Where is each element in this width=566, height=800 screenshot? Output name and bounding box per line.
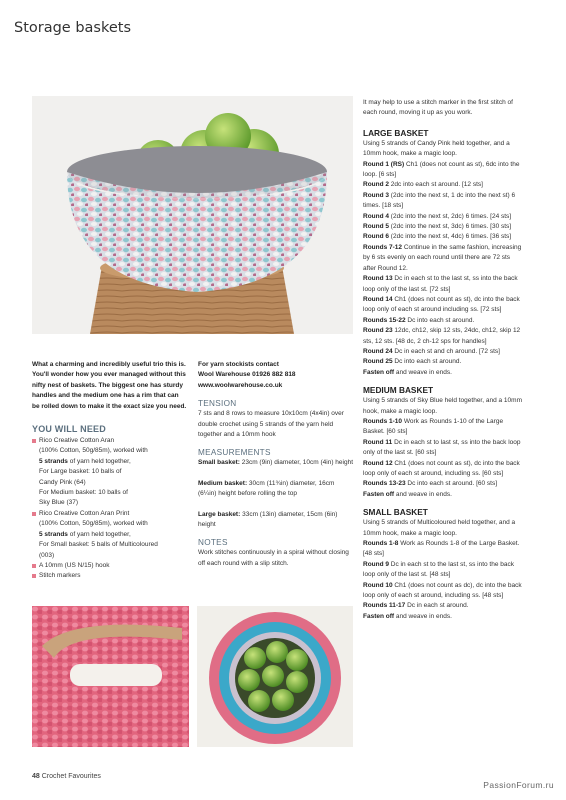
- notes-heading: NOTES: [198, 538, 228, 548]
- small-basket-heading: SMALL BASKET: [363, 507, 428, 518]
- list-item: Stitch markers: [32, 571, 187, 581]
- stockist-info: For yarn stockists contact Wool Warehouse 01926 882 818 www.woolwarehouse.co.uk: [198, 361, 296, 389]
- measurements-heading: MEASUREMENTS: [198, 448, 271, 458]
- bullet-square-icon: [32, 512, 36, 516]
- large-basket-heading: LARGE BASKET: [363, 127, 429, 138]
- measurement-large: Large basket: 33cm (13in) diameter, 15cm (6in) height: [198, 510, 338, 529]
- watermark: PassionForum.ru: [483, 780, 554, 790]
- you-will-need-heading: YOU WILL NEED: [32, 424, 106, 435]
- pattern-column: It may help to use a stitch marker in the first stitch of each round, moving it up as you work. LARGE BASKET Using 5 strands of Candy Pink held together, and a 10mm hook, make a magic loop. Round 1 (RS) Ch1 (does not count as st), 6dc into the loop. [6 sts] Round 2 2dc into each st around. [12 sts] Round 3 (2dc into the next st, 1 dc into the next st) 6 times. [18 sts] Round 4 (2dc into the next st, 2dc) 6 times. [24 sts] Round 5 (2dc into the next st, 3dc) 6 times. [30 sts] Round 6 (2dc into the next st, 4dc) 6 times. [36 sts] Rounds 7-12 Continue in the same fashion, increasing by 6 sts evenly on each round until there are 72 sts after Round 12. Round 13 Dc in each st to the last st, ss into the back loop only of the last st. [72 sts] Round 14 Ch1 (does not count as st), dc into the back loop only of each st around including ss. [72 sts] Rounds 15-22 Dc into each st around. Round 23 12dc, ch12, skip 12 sts, 24dc, ch12, skip 12 sts, 12 sts. [48 dc, 2 ch-12 sps for handles] Round 24 Dc in each st and ch around. [72 sts] Round 25 Dc into each st around. Fasten off and weave in ends. MEDIUM BASKET Using 5 strands of Sky Blue held together, and a 10mm hook, make a magic loop. Rounds 1-10 Work as Rounds 1-10 of the Large Basket. [60 sts] Round 11 Dc in each st to last st, ss into the back loop only of the last st. [60 sts] Round 12 Ch1 (does not count as st), dc into the back loop only of each st around, including ss. [60 sts] Rounds 13-23 Dc into each st around. [60 sts] Fasten off and weave in ends. SMALL BASKET Using 5 strands of Multicoloured held together, and a 10mm hook, make a magic loop. Rounds 1-8 Work as Rounds 1-8 of the Large Basket. [48 sts] Round 9 Dc in each st to the last st, ss into the back loop only of the last st. [48 sts] Round 10 Ch1 (does not count as dc), dc into the back loop only of each st around, including ss. [48 sts] Rounds 11-17 Dc in each st around. Fasten off and weave in ends.: [363, 99, 522, 620]
- measurement-small: Small basket: 23cm (9in) diameter, 10cm (4in) height: [198, 459, 353, 467]
- medium-basket-heading: MEDIUM BASKET: [363, 385, 434, 396]
- details-column: [198, 360, 353, 569]
- pink-basket-photo: [32, 606, 189, 747]
- intro-text: What a charming and incredibly useful trio this is. You'll wonder how you ever managed without this nifty nest of baskets. The biggest one has sturdy handles and the medium one has a rim that can be rolled down to make it the exact size you need.: [32, 361, 187, 410]
- measurement-medium: Medium basket: 30cm (11¾in) diameter, 16cm (6¼in) height before rolling the top: [198, 479, 335, 498]
- page-footer: 48 Crochet Favourites: [32, 773, 101, 780]
- tension-text: 7 sts and 8 rows to measure 10x10cm (4x4in) over double crochet using 5 strands of the yarn held together and a 10mm hook: [198, 410, 344, 439]
- bullet-square-icon: [32, 574, 36, 578]
- bullet-square-icon: [32, 564, 36, 568]
- tension-heading: TENSION: [198, 399, 237, 409]
- basket-illustration: [32, 96, 353, 334]
- hero-photo: [32, 96, 353, 334]
- intro-column: [32, 360, 187, 582]
- page-title: Storage baskets: [14, 20, 132, 36]
- nested-baskets-photo: [197, 606, 353, 747]
- notes-text: Work stitches continuously in a spiral without closing off each round with a slip stitch.: [198, 549, 349, 567]
- bullet-square-icon: [32, 439, 36, 443]
- list-item: A 10mm (US N/15) hook: [32, 561, 187, 571]
- materials-list: [32, 436, 187, 582]
- list-item: Rico Creative Cotton Aran (100% Cotton, 50g/85m), worked with 5 strands of yarn held together, For Large basket: 10 balls of Candy Pink (64) For Medium basket: 10 balls of Sky Blue (37): [32, 436, 187, 509]
- marker-tip: It may help to use a stitch marker in the first stitch of each round, moving it up as you work.: [363, 99, 513, 117]
- list-item: Rico Creative Cotton Aran Print (100% Cotton, 50g/85m), worked with 5 strands of yarn held together, For Small basket: 5 balls of Multicoloured (003): [32, 509, 187, 561]
